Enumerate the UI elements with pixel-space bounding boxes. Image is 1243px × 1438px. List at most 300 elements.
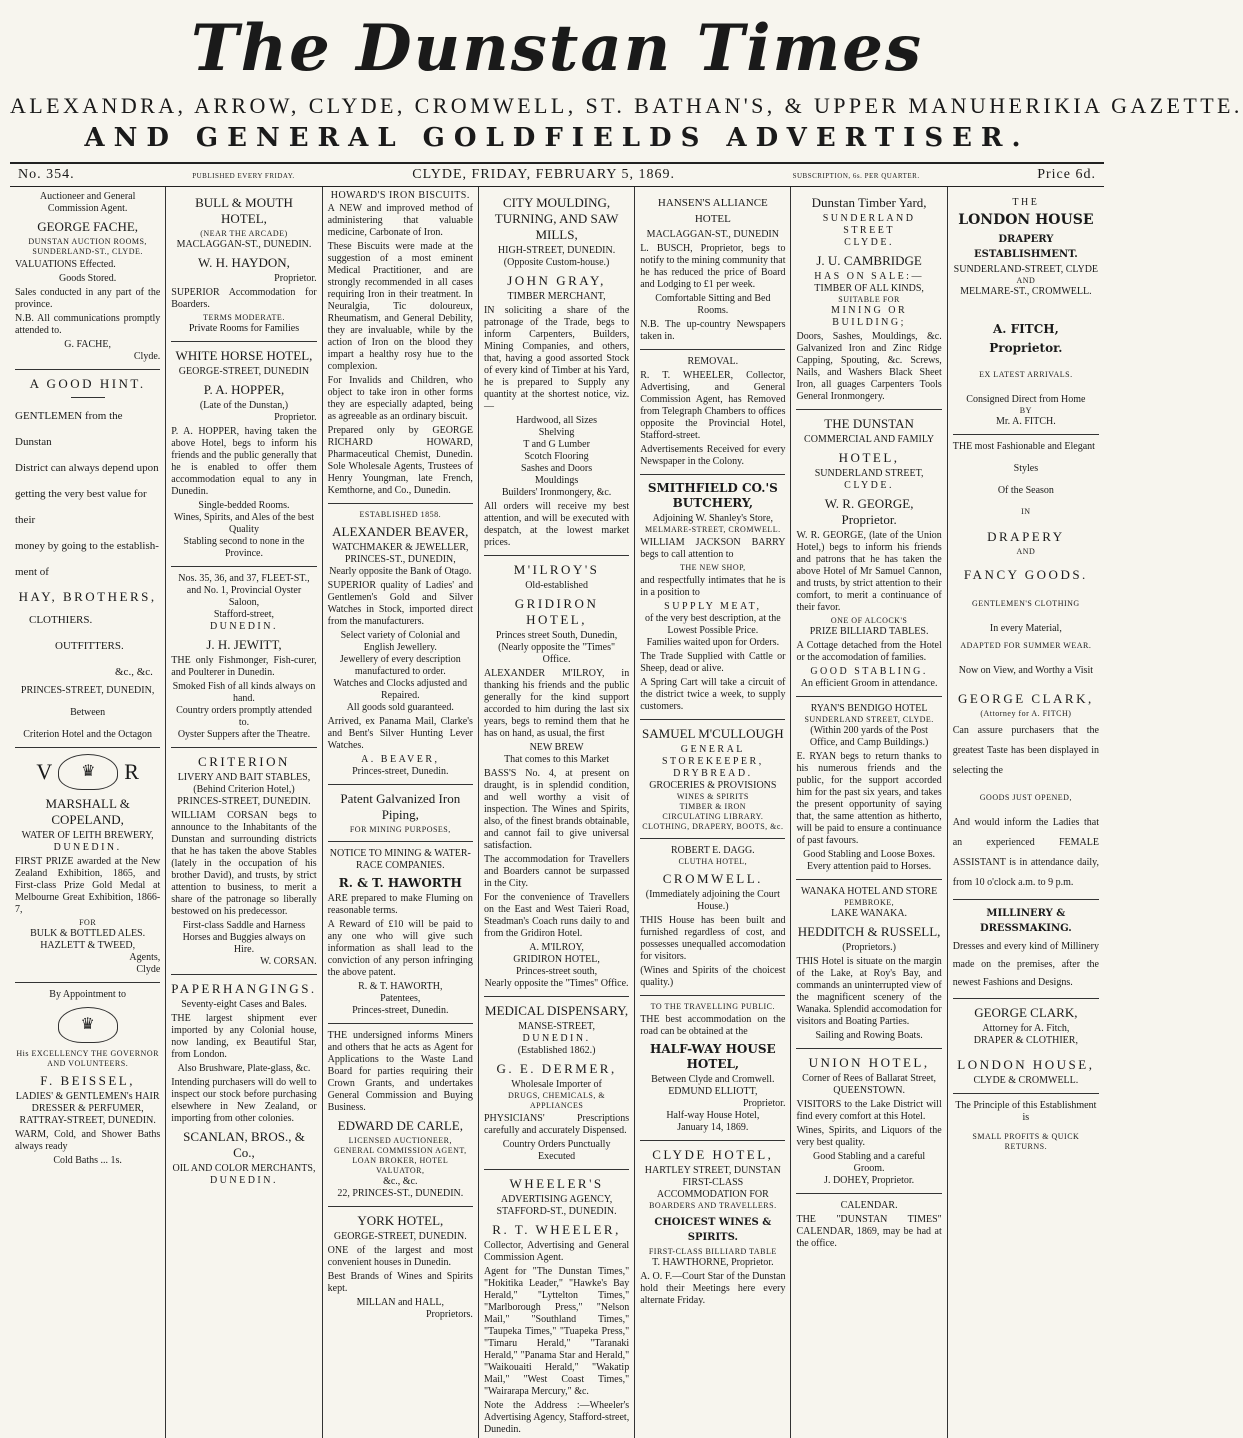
ad-text: SUPPLY MEAT,	[664, 601, 762, 612]
ad-text: Princes street South, Dunedin,	[495, 630, 618, 641]
ad-text: STAFFORD-ST., DUNEDIN.	[496, 1206, 617, 1217]
ad-heading: CHOICEST WINES & SPIRITS.	[654, 1217, 772, 1243]
ad-text: Collector, Advertising and General Commission Agent.	[483, 1240, 630, 1263]
ad-text: GOOD STABLING.	[810, 666, 928, 677]
masthead-subtitle: ALEXANDRA, ARROW, CLYDE, CROMWELL, ST. BATHAN'S, & UPPER MANUHERIKIA GAZETTE.	[10, 93, 1243, 118]
ad-text: CLUTHA HOTEL,	[678, 857, 748, 866]
divider	[640, 1140, 785, 1141]
ad-heading: W. R. GEORGE, Proprietor.	[824, 496, 914, 527]
ad-text: His EXCELLENCY THE GOVERNOR AND VOLUNTEERS.	[16, 1049, 159, 1068]
ad-text: Stabling second to none in the Province.	[183, 536, 305, 559]
ad-text: THIS Hotel is situate on the margin of the Lake, at Roy's Bay, and commands an uninterrupted view of the magnificent scenery of the Wanaka. Splendid accomodation for visitors and Boating Parties.	[796, 956, 942, 1027]
ad-text: Auctioneer and General Commission Agent.	[39, 191, 136, 214]
ad-text: District can always depend upon	[15, 462, 159, 474]
crest-icon: ♛	[58, 754, 118, 790]
ad-text: DUNEDIN.	[53, 842, 122, 853]
published-note: PUBLISHED EVERY FRIDAY.	[192, 172, 295, 180]
ad-heading: WANAKA HOTEL AND STORE	[800, 886, 938, 897]
ad-text: Of the Season	[997, 485, 1054, 496]
column-3	[323, 187, 479, 1438]
ad-heading: GEORGE CLARK,	[957, 691, 1094, 706]
ad-text: Also Brushware, Plate-glass, &c.	[177, 1063, 311, 1074]
ad-text: Shelving	[538, 427, 575, 438]
ad-text: WATCHMAKER & JEWELLER,	[332, 542, 469, 553]
ad-text: OUTFITTERS.	[55, 640, 124, 652]
ad-heading: P. A. HOPPER,	[203, 382, 285, 397]
ad-heading: MEDICAL DISPENSARY,	[485, 1003, 629, 1018]
ad-text: Scotch Flooring	[524, 451, 589, 462]
ad-text: COMMERCIAL AND FAMILY	[804, 434, 935, 445]
ad-text: SUPERIOR quality of Ladies' and Gentlemen's Gold and Silver Watches in Stock, imported direct from the manufacturers.	[327, 580, 473, 627]
ad-heading: J. U. CAMBRIDGE	[816, 253, 922, 268]
ad-text: PRINCES-STREET, DUNEDIN,	[20, 685, 155, 696]
ad-text: ONE of the largest and most convenient houses in Dunedin.	[327, 1245, 473, 1268]
ad-text: Styles	[1013, 463, 1039, 474]
ad-text: GOODS JUST OPENED,	[979, 793, 1072, 802]
ad-text: DRUGS, CHEMICALS, & APPLIANCES	[508, 1091, 606, 1110]
ad-text: MACLAGGAN-ST., DUNEDIN.	[176, 239, 312, 250]
ad-text: Cold Baths ... 1s.	[53, 1155, 122, 1166]
ad-text: PEMBROKE,	[844, 898, 895, 907]
ad-text: PRINCES-ST., DUNEDIN,	[344, 554, 456, 565]
crest-letter-v: V	[36, 759, 53, 784]
masthead-subtitle-2: AND GENERAL GOLDFIELDS ADVERTISER.	[84, 123, 1030, 153]
divider	[171, 747, 316, 748]
ad-text: R. T. WHEELER, Collector, Advertising, and General Commission Agent, has Removed from Telegraph Chambers to offices opposite the Provincial Hotel, Stafford-street.	[640, 370, 786, 441]
ad-text: RATTRAY-STREET, DUNEDIN.	[19, 1115, 156, 1126]
ad-text: Private Rooms for Families	[188, 323, 300, 334]
ad-heading: WHEELER'S	[509, 1176, 604, 1191]
ad-heading: F. BEISSEL,	[40, 1073, 135, 1088]
ad-text: E. RYAN begs to return thanks to his numerous friends and the public, for the support accorded him for the past six years, and takes the present opportunity of saying that, the same attention as hitherto, will be paid to ensure a continuance of past favours.	[796, 751, 942, 846]
ad-text: GENERAL STOREKEEPER,	[661, 744, 764, 767]
ad-heading: G. E. DERMER,	[496, 1061, 617, 1076]
ad-text: Wholesale Importer of	[511, 1079, 602, 1090]
ad-text: SUNDERLAND-ST., CLYDE.	[32, 247, 143, 256]
ad-text: CIRCULATING LIBRARY.	[662, 812, 764, 821]
ad-text: Stafford-street,	[213, 609, 274, 620]
ad-text: Clyde	[136, 964, 161, 975]
ad-heading: J. H. JEWITT,	[206, 637, 282, 652]
ad-text: A. M'ILROY,	[529, 942, 584, 953]
ad-heading: BULL & MOUTH HOTEL,	[195, 195, 293, 226]
divider	[640, 349, 785, 350]
divider	[328, 841, 473, 842]
ad-text: Proprietors.	[425, 1309, 473, 1320]
divider	[328, 1023, 473, 1024]
ad-text: G. FACHE,	[64, 339, 112, 350]
divider	[953, 1093, 1099, 1094]
ad-heading: YORK HOTEL,	[357, 1213, 444, 1228]
ad-heading: LONDON HOUSE	[958, 212, 1094, 228]
divider	[796, 879, 941, 880]
ad-text: That comes to this Market	[504, 754, 610, 765]
ad-heading: PAPERHANGINGS.	[171, 981, 317, 996]
ad-heading: GEORGE CLARK,	[974, 1005, 1078, 1020]
ad-text: OIL AND COLOR MERCHANTS,	[172, 1163, 316, 1174]
ad-text: MELMARE-ST., CROMWELL.	[960, 286, 1092, 297]
ad-text: Dresses and every kind of Millinery made on the premises, after the newest Fashions and Designs.	[952, 941, 1099, 988]
ad-heading: LONDON HOUSE,	[957, 1057, 1095, 1072]
divider	[953, 899, 1099, 900]
ad-text: ONE OF ALCOCK'S	[830, 616, 908, 625]
divider	[796, 1193, 941, 1194]
ad-text: A Reward of £10 will be paid to any one who will give such information as shall lead to the conviction of any person infringing the above patent.	[327, 919, 473, 978]
divider	[796, 696, 941, 697]
ad-text: BY	[1019, 406, 1032, 415]
ad-text: DUNEDIN.	[209, 1175, 278, 1186]
ad-text: Proprietor.	[742, 1098, 786, 1109]
ad-text: GEORGE-STREET, DUNEDIN.	[333, 1231, 467, 1242]
divider	[640, 474, 785, 475]
ad-text: THE most Fashionable and Elegant	[952, 441, 1095, 452]
ad-heading: R. & T. HAWORTH	[338, 876, 462, 890]
column-7	[948, 187, 1104, 1438]
ad-text: Nos. 35, 36, and 37, FLEET-ST.,	[178, 573, 310, 584]
ad-text: SUNDERLAND STREET	[822, 213, 916, 236]
ad-text: THE only Fishmonger, Fish-curer, and Poulterer in Dunedin.	[171, 655, 317, 678]
ad-text: Proprietor.	[274, 273, 317, 284]
ad-text: (Wines and Spirits of the choicest quality.)	[640, 965, 786, 988]
divider	[953, 434, 1099, 435]
divider	[171, 974, 316, 975]
ad-text: W. CORSAN.	[260, 956, 317, 967]
ad-text: T and G Lumber	[523, 439, 590, 450]
ad-text: L. BUSCH, Proprietor, begs to notify to the mining community that he has reduced the price of Board and Lodging to £1 per week.	[640, 243, 786, 290]
ad-heading: ALEXANDER BEAVER,	[332, 524, 469, 539]
ad-heading: HALF-WAY HOUSE HOTEL,	[650, 1042, 776, 1071]
ad-text: Sashes and Doors	[521, 463, 593, 474]
ad-text: FOR	[79, 918, 97, 927]
ad-text: (Attorney for A. FITCH)	[980, 709, 1072, 718]
ad-text: J. DOHEY, Proprietor.	[824, 1175, 915, 1186]
ad-text: Every attention paid to Horses.	[807, 861, 932, 872]
ad-text: &c., &c.	[115, 666, 153, 678]
divider	[71, 397, 105, 398]
ad-text: Agents,	[129, 952, 161, 963]
ad-heading: R. T. WHEELER,	[492, 1222, 621, 1237]
ad-heading: HANSEN'S ALLIANCE HOTEL	[657, 197, 768, 225]
divider	[15, 369, 160, 370]
ad-text: FIRST-CLASS ACCOMMODATION FOR	[656, 1177, 769, 1200]
ad-text: Agent for "The Dunstan Times," "Hokitika Leader," "Hawke's Bay Herald," "Lyttelton Times," "Marlborough Press," "Nelson Mail," "Southland Times," "Taupeka Times," "Tuapeka Press," "Timaru Herald," "Taranaki Herald," "Panama Star and Herald," "Waikouaiti Herald," "Wakatip Mail," "West Coast Times," "Wairarapa Mercury," &c.	[483, 1266, 630, 1397]
ad-text: Clyde.	[133, 351, 161, 362]
ad-text: Princes-street south,	[516, 966, 598, 977]
ad-text: TIMBER MERCHANT,	[507, 291, 606, 302]
ad-text: AND	[1016, 276, 1036, 285]
ad-text: ALEXANDER M'ILROY, in thanking his friends and the public generally for the kind support accorded to him during the last six years, begs to remind them that he has on hand, as usual, the first	[483, 668, 630, 739]
ad-heading: HEDDITCH & RUSSELL,	[797, 924, 941, 939]
ad-text: A Cottage detached from the Hotel or the accomodation of families.	[796, 640, 942, 663]
ad-text: Select variety of Colonial and English Jewellery.	[340, 630, 461, 653]
ad-text: For Invalids and Children, who object to take iron in other forms they are especially adapted, being as agreeable as an ordinary biscuit.	[327, 375, 473, 422]
ad-text: Builders' Ironmongery, &c.	[501, 487, 612, 498]
royal-arms-icon: ♛	[58, 1007, 118, 1043]
ad-heading: CRITERION	[198, 754, 290, 769]
ad-text: (Late of the Dunstan,)	[199, 400, 289, 411]
ad-text: Now on View, and Worthy a Visit	[958, 665, 1094, 676]
ad-text: Nearly opposite the "Times" Office.	[484, 978, 629, 989]
ad-text: Prepared only by GEORGE RICHARD HOWARD, Pharmaceutical Chemist, Dunedin. Sole Wholesale Agents, Trustees of Henry Youngman, late French, Kemthorne, and Co., Dunedin.	[327, 425, 473, 496]
ad-text: IN soliciting a share of the patronage of the Trade, begs to inform Carpenters, Builders, Mining Companies, and others, that, having a good assorted Stock of every kind of Timber at his Yard, he is prepared to Supply any quantity at the shortest notice, viz. —	[483, 305, 630, 412]
ad-text: THE largest shipment ever imported by any Colonial house, now landing, ex Beautiful Star, from London.	[171, 1013, 317, 1060]
ad-text: Mr. A. FITCH.	[996, 416, 1056, 427]
ad-text: SUNDERLAND STREET,	[814, 468, 924, 479]
ad-text: SMALL PROFITS & QUICK RETURNS.	[972, 1132, 1080, 1151]
ad-text: Sales conducted in any part of the province.	[15, 287, 161, 310]
ad-text: CLOTHIERS.	[29, 614, 93, 626]
ad-heading: THE DUNSTAN	[824, 416, 914, 431]
ad-text: A NEW and improved method of administering that valuable medicine, Carbonate of Iron.	[327, 203, 473, 238]
ad-text: SUNDERLAND-STREET, CLYDE	[953, 264, 1099, 275]
ad-text: Between Clyde and Cromwell.	[651, 1074, 775, 1085]
ad-text: QUEENSTOWN.	[833, 1085, 905, 1096]
divider	[484, 1169, 629, 1170]
ad-text: DUNSTAN AUCTION ROOMS,	[28, 237, 147, 246]
divider	[484, 996, 629, 997]
ad-text: Doors, Sashes, Mouldings, &c. Galvanized Iron and Zinc Ridge Capping, Spouting, &c. Screws, Nails, and Washers Black Sheet Iron, all guages Carpenters Tools General Ironmongery.	[796, 331, 942, 402]
issue-number: No. 354.	[18, 167, 75, 182]
ad-text: HAZLETT & TWEED,	[40, 940, 136, 951]
ad-text: Adjoining W. Shanley's Store,	[652, 513, 774, 524]
ad-text: AND	[1016, 547, 1036, 556]
ad-text: (Behind Criterion Hotel,)	[193, 784, 295, 795]
ad-text: Between	[70, 707, 106, 718]
ad-heading: W. H. HAYDON,	[198, 255, 290, 270]
ad-heading: TO THE TRAVELLING PUBLIC.	[650, 1002, 776, 1011]
ad-text: For the convenience of Travellers on the East and West Taieri Road, Steadman's Coach runs daily to and from the Gridiron Hotel.	[483, 892, 630, 939]
ad-text: First-class Saddle and Harness Horses and Buggies always on Hire.	[182, 920, 306, 955]
ad-text: TIMBER OF ALL KINDS,	[814, 283, 924, 294]
ad-text: MINING OR BUILDING;	[831, 305, 908, 328]
ad-text: Princes-street, Dunedin.	[352, 766, 449, 777]
ad-text: R. & T. HAWORTH,	[358, 981, 443, 992]
ad-text: Country Orders Punctually Executed	[502, 1139, 611, 1162]
divider	[640, 838, 785, 839]
divider	[15, 747, 160, 748]
ad-text: GENERAL COMMISSION AGENT,	[333, 1146, 467, 1155]
ad-heading: REMOVAL.	[687, 356, 739, 367]
ad-text: Intending purchasers will do well to inspect our stock before purchasing elsewhere in New Zealand, or importing from other colonies.	[171, 1077, 317, 1124]
ad-text: Consigned Direct from Home	[966, 394, 1086, 405]
ad-text: &c., &c.	[383, 1176, 418, 1187]
ad-text: Good Stabling and a careful Groom.	[813, 1151, 926, 1174]
ad-text: LADIES' & GENTLEMEN's HAIR	[15, 1091, 160, 1102]
subscription-note: SUBSCRIPTION, 6s. PER QUARTER.	[792, 172, 920, 180]
ad-heading: CALENDAR.	[840, 1200, 898, 1211]
ad-text: ARE prepared to make Fluming on reasonable terms.	[327, 893, 473, 916]
column-2	[166, 187, 322, 1438]
ad-text: Proprietor.	[274, 412, 317, 423]
ad-text: HAS ON SALE:—	[814, 271, 924, 282]
ad-text: BULK & BOTTLED ALES.	[30, 928, 146, 939]
ad-text: VISITORS to the Lake District will find every comfort at this Hotel.	[796, 1099, 942, 1122]
ad-text: DRAPER & CLOTHIER,	[973, 1035, 1078, 1046]
ad-text: Smoked Fish of all kinds always on hand.	[172, 681, 316, 704]
ad-text: These Biscuits were made at the suggestion of a most eminent Medical Practitioner, and are strongly recommended in all cases requiring Iron in their treatment. In Neuralgia, Tic doloureux, Rheumatism, and General Debility, they are invaluable, while by the action of Iron on the blood they impart a healthy rosy hue to the complexion.	[327, 241, 473, 372]
ad-text: LIVERY AND BAIT STABLES,	[177, 772, 311, 783]
ad-text: Jewellery of every description manufactured to order.	[339, 654, 461, 677]
ad-text: NOTICE TO MINING & WATER-RACE COMPANIES.	[329, 848, 471, 871]
ad-text: Advertisements Received for every Newspaper in the Colony.	[640, 444, 786, 467]
ad-text: VALUATIONS Effected.	[15, 259, 116, 270]
ad-text: DRYBREAD.	[673, 768, 753, 779]
ad-text: and respectfully intimates that he is in a position to	[640, 575, 786, 598]
ad-text: MILLAN and HALL,	[356, 1297, 445, 1308]
ad-text: Can assure purchasers that the greatest Taste has been displayed in selecting the	[952, 725, 1099, 776]
ad-heading: WHITE HORSE HOTEL,	[175, 348, 313, 363]
ad-text: EDMUND ELLIOTT,	[668, 1086, 758, 1097]
divider	[328, 784, 473, 785]
ad-text: Wines, Spirits, and Liquors of the very best quality.	[796, 1125, 942, 1148]
ad-heading: HOTEL,	[838, 450, 900, 465]
ad-text: (Within 200 yards of the Post Office, and Camp Buildings.)	[809, 725, 929, 748]
ad-text: Families waited upon for Orders.	[646, 637, 780, 648]
ad-text: All goods sold guaranteed.	[346, 702, 454, 713]
ad-text: Princes-street, Dunedin.	[352, 1005, 449, 1016]
divider	[171, 566, 316, 567]
ad-text: Attorney for A. Fitch,	[982, 1023, 1070, 1034]
ad-text: Country orders promptly attended to.	[176, 705, 312, 728]
divider	[640, 995, 785, 996]
ad-text: Comfortable Sitting and Bed Rooms.	[655, 293, 771, 316]
ad-text: Good Stabling and Loose Boxes.	[803, 849, 936, 860]
ad-text: (Immediately adjoining the Court House.)	[645, 889, 780, 912]
ad-text: By Appointment to	[49, 989, 126, 1000]
ad-text: WATER OF LEITH BREWERY,	[21, 830, 154, 841]
divider	[953, 998, 1099, 999]
ad-text: PRINCES-STREET, DUNEDIN.	[177, 796, 311, 807]
ad-heading: SCANLAN, BROS., & Co.,	[183, 1129, 305, 1160]
ad-text: GENTLEMEN from the Dunstan	[15, 410, 123, 448]
column-4	[479, 187, 635, 1438]
ad-text: Nearly opposite the Bank of Otago.	[329, 566, 472, 577]
ad-text: THE	[1012, 197, 1040, 208]
ad-heading: Dunstan Timber Yard,	[811, 195, 927, 210]
ad-text: Criterion Hotel and the Octagon	[23, 729, 153, 740]
ad-text: GROCERIES & PROVISIONS	[649, 780, 777, 791]
ad-heading: DRAPERY	[987, 529, 1065, 544]
ad-text: (NEAR THE ARCADE)	[200, 229, 288, 238]
ad-heading: UNION HOTEL,	[808, 1055, 930, 1070]
ad-text: An efficient Groom in attendance.	[800, 678, 938, 689]
ad-text: IN	[1021, 507, 1031, 516]
ad-text: Sailing and Rowing Boats.	[815, 1030, 923, 1041]
ad-text: WILLIAM JACKSON BARRY begs to call attention to	[640, 537, 786, 560]
ad-text: ment of	[15, 566, 49, 578]
ad-text: DUNEDIN.	[522, 1033, 591, 1044]
columns	[10, 187, 1104, 1435]
ad-heading: MARSHALL & COPELAND,	[45, 796, 130, 827]
ad-text: MACLAGGAN-ST., DUNEDIN	[646, 229, 779, 240]
ad-text: and No. 1, Provincial Oyster Saloon,	[186, 585, 302, 608]
ad-text: MELMARE-STREET, CROMWELL.	[644, 525, 781, 534]
ad-text: CLYDE.	[844, 237, 895, 248]
ad-text: Goods Stored.	[59, 273, 117, 284]
dateline	[10, 162, 1104, 187]
ad-text: SUNDERLAND STREET, CLYDE.	[804, 715, 934, 724]
crest-letter-r: R	[124, 759, 139, 784]
column-6	[791, 187, 947, 1438]
ad-text: And would inform the Ladies that an experienced FEMALE ASSISTANT is in attendance daily, from 10 o'clock a.m. to 9 p.m.	[952, 817, 1099, 888]
ad-text: A. BEAVER,	[361, 754, 440, 765]
ad-text: LOAN BROKER, HOTEL VALUATOR,	[352, 1156, 449, 1175]
ad-heading: SMITHFIELD CO.'S BUTCHERY,	[647, 481, 778, 510]
ad-text: N.B. The up-country Newspapers taken in.	[640, 319, 786, 342]
ad-text: GRIDIRON HOTEL,	[513, 954, 600, 965]
ad-heading: A. FITCH,	[992, 322, 1059, 336]
ad-text: ADAPTED FOR SUMMER WEAR.	[960, 641, 1092, 650]
ad-text: N.B. All communications promptly attended to.	[15, 313, 161, 336]
ad-text: Mouldings	[534, 475, 579, 486]
masthead	[10, 0, 1243, 156]
ad-text: TIMBER & IRON	[679, 802, 747, 811]
ad-text: The Principle of this Establishment is	[955, 1100, 1097, 1123]
ad-text: THE "DUNSTAN TIMES" CALENDAR, 1869, may be had at the office.	[796, 1214, 942, 1249]
issue-price: Price 6d.	[1037, 167, 1096, 182]
ad-heading: DRAPERY ESTABLISHMENT.	[973, 234, 1078, 260]
ad-text: HIGH-STREET, DUNEDIN.	[497, 245, 616, 256]
ad-text: Watches and Clocks adjusted and Repaired.	[333, 678, 468, 701]
ad-text: The Trade Supplied with Cattle or Sheep, dead or alive.	[640, 651, 786, 674]
ad-text: Corner of Rees of Ballarat Street,	[802, 1073, 937, 1084]
ad-text: Arrived, ex Panama Mail, Clarke's and Bent's Silver Hunting Lever Watches.	[327, 716, 473, 751]
ad-text: ADVERTISING AGENCY,	[500, 1194, 613, 1205]
ad-heading: CROMWELL.	[662, 871, 763, 886]
ad-heading: HAY, BROTHERS,	[18, 589, 157, 604]
ad-text: THE best accommodation on the road can be obtained at the	[640, 1014, 786, 1037]
ad-text: MANSE-STREET,	[518, 1021, 595, 1032]
ad-text: WARM, Cold, and Shower Baths always ready	[15, 1129, 161, 1152]
royal-arms	[15, 1007, 160, 1043]
ad-heading: Patent Galvanized Iron Piping,	[340, 791, 461, 822]
ad-heading: EDWARD DE CARLE,	[337, 1118, 463, 1133]
ad-text: Hardwood, all Sizes	[516, 415, 597, 426]
ad-text: ESTABLISHED 1858.	[359, 510, 442, 519]
ad-text: THE undersigned informs Miners and others that he acts as Agent for Applications to the Waste Land Board for parties requiring their Crown Grants, and undertakes General Commission and Buying Business.	[327, 1030, 473, 1113]
divider	[171, 341, 316, 342]
ad-text: THIS House has been built and furnished regardless of cost, and possesses unequalled accomodation for visitors.	[640, 915, 786, 962]
ad-text: P. A. HOPPER, having taken the above Hotel, begs to inform his friends and the public generally that he is enabled to offer them accommodation equal to any in Dunedin.	[171, 426, 317, 497]
divider	[796, 409, 941, 410]
ad-text: (Nearly opposite the "Times" Office.	[498, 642, 616, 665]
divider	[484, 555, 629, 556]
ad-text: GEORGE-STREET, DUNEDIN	[178, 366, 310, 377]
ad-text: CLYDE & CROMWELL.	[973, 1075, 1079, 1086]
ad-text: DUNEDIN.	[209, 621, 278, 632]
divider	[328, 503, 473, 504]
ad-text: TERMS MODERATE.	[203, 313, 285, 322]
ad-text: DRESSER & PERFUMER,	[31, 1103, 144, 1114]
ad-text: January 14, 1869.	[677, 1122, 749, 1133]
ad-text: getting the very best value for their	[15, 488, 147, 526]
ad-text: Note the Address :—Wheeler's Advertising Agency, Stafford-street, Dunedin.	[483, 1400, 630, 1435]
ad-text: BASS'S No. 4, at present on draught, is in splendid condition, and well worthy a visit of inspection. The Wines and Spirits, also, of the finest brands obtainable, and cannot fail to give universal satisfaction.	[483, 768, 630, 851]
ad-text: HARTLEY STREET, DUNSTAN	[644, 1165, 781, 1176]
ad-text: In every Material,	[989, 623, 1062, 634]
ad-text: Old-established	[525, 580, 588, 591]
ad-text: SUITABLE FOR	[838, 295, 900, 304]
ad-text: money by going to the establish-	[15, 540, 159, 552]
column-1	[10, 187, 166, 1438]
ad-text: Wines, Spirits, and Ales of the best Quality	[173, 512, 315, 535]
ad-heading: M'ILROY'S	[513, 562, 600, 577]
ad-heading: GRIDIRON HOTEL,	[514, 596, 599, 627]
ad-text: PRIZE BILLIARD TABLES.	[809, 626, 929, 637]
ad-text: NEW BREW	[529, 742, 584, 753]
ad-heading: HOWARD'S IRON BISCUITS.	[330, 190, 470, 201]
ad-text: Single-bedded Rooms.	[198, 500, 290, 511]
